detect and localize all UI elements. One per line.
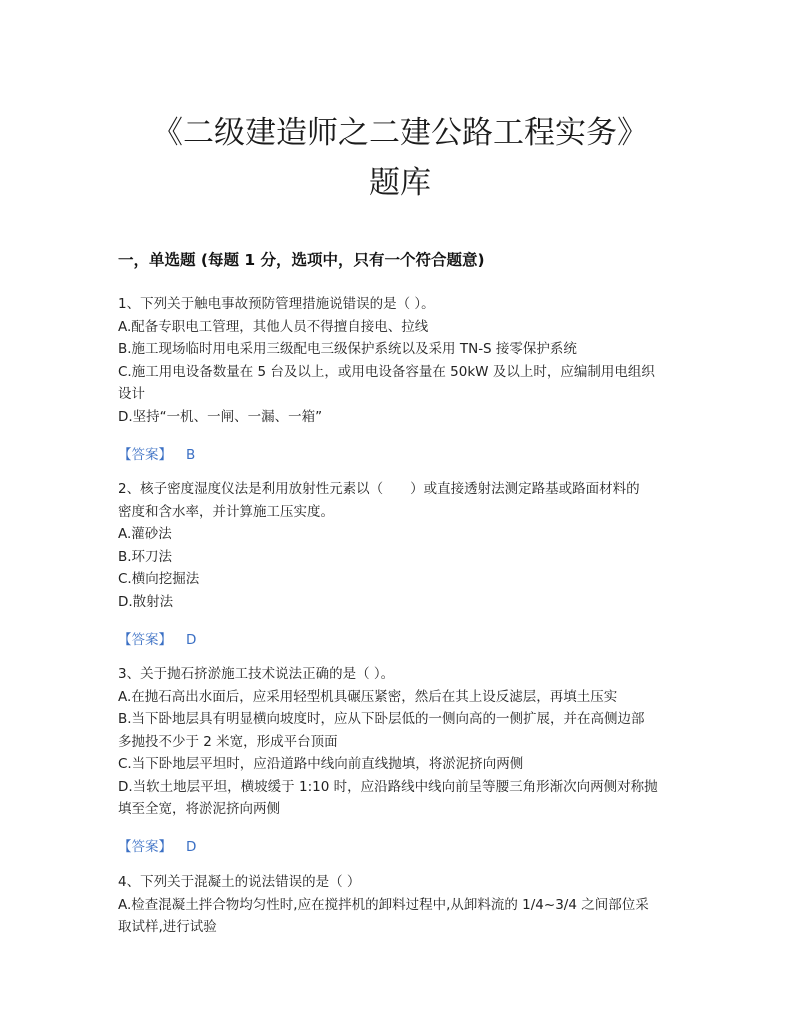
answer-3 xyxy=(118,835,196,855)
option-d-continued: 填至全宽，将淤泥挤向两侧 xyxy=(118,801,280,817)
option-c: C.横向挖掘法 xyxy=(118,571,200,587)
answer-2 xyxy=(118,628,196,648)
option-c: C.当下卧地层平坦时，应沿道路中线向前直线抛填，将淤泥挤向两侧 xyxy=(118,756,524,772)
question-3 xyxy=(118,663,684,821)
answer-label: 【答案】 xyxy=(118,632,172,648)
question-stem: 4、下列关于混凝土的说法错误的是（ ） xyxy=(118,874,361,890)
document-title xyxy=(0,108,800,208)
answer-1 xyxy=(118,443,195,463)
answer-value: D xyxy=(186,632,197,648)
option-a: A.在抛石高出水面后，应采用轻型机具碾压紧密，然后在其上设反滤层，再填土压实 xyxy=(118,688,618,705)
question-stem-continued: 密度和含水率，并计算施工压实度。 xyxy=(118,503,334,520)
option-b: B.施工现场临时用电采用三级配电三级保护系统以及采用 TN-S 接零保护系统 xyxy=(118,341,577,357)
option-a: A.检查混凝土拌合物均匀性时,应在搅拌机的卸料过程中,从卸料流的 1/4~3/4 之间部位采 xyxy=(118,896,649,913)
option-b-continued: 多抛投不少于 2 米宽，形成平台顶面 xyxy=(118,733,338,750)
question-2 xyxy=(118,478,684,613)
option-a-continued: 取试样,进行试验 xyxy=(118,919,217,935)
answer-label: 【答案】 xyxy=(118,447,172,463)
option-b: B.当下卧地层具有明显横向坡度时，应从下卧层低的一侧向高的一侧扩展，并在高侧边部 xyxy=(118,711,645,727)
question-4 xyxy=(118,871,684,939)
answer-label: 【答案】 xyxy=(118,839,172,855)
option-a: A.配备专职电工管理，其他人员不得擅自接电、拉线 xyxy=(118,318,429,335)
question-1 xyxy=(118,293,684,428)
option-a: A.灌砂法 xyxy=(118,526,172,542)
answer-value: D xyxy=(186,839,197,855)
section-title: 一，单选题 (每题 1 分，选项中，只有一个符合题意) xyxy=(118,251,485,269)
option-b: B.环刀法 xyxy=(118,548,173,565)
question-stem: 2、核子密度湿度仪法是利用放射性元素以（ ）或直接透射法测定路基或路面材料的 xyxy=(118,481,640,497)
option-d: D.散射法 xyxy=(118,593,174,610)
option-d: D.当软土地层平坦，横坡缓于 1:10 时，应沿路线中线向前呈等腰三角形渐次向两侧对称抛 xyxy=(118,778,658,795)
title-line-1: 《二级建造师之二建公路工程实务》 xyxy=(152,115,648,151)
question-stem: 1、下列关于触电事故预防管理措施说错误的是（ ）。 xyxy=(118,296,435,312)
option-c-continued: 设计 xyxy=(118,386,145,402)
option-c: C.施工用电设备数量在 5 台及以上，或用电设备容量在 50kW 及以上时，应编制用电组织 xyxy=(118,363,655,380)
question-stem: 3、关于抛石挤淤施工技术说法正确的是（ ）。 xyxy=(118,666,395,682)
option-d: D.坚持“一机、一闸、一漏、一箱” xyxy=(118,408,323,425)
answer-value: B xyxy=(186,447,196,463)
title-line-2: 题库 xyxy=(369,165,431,201)
